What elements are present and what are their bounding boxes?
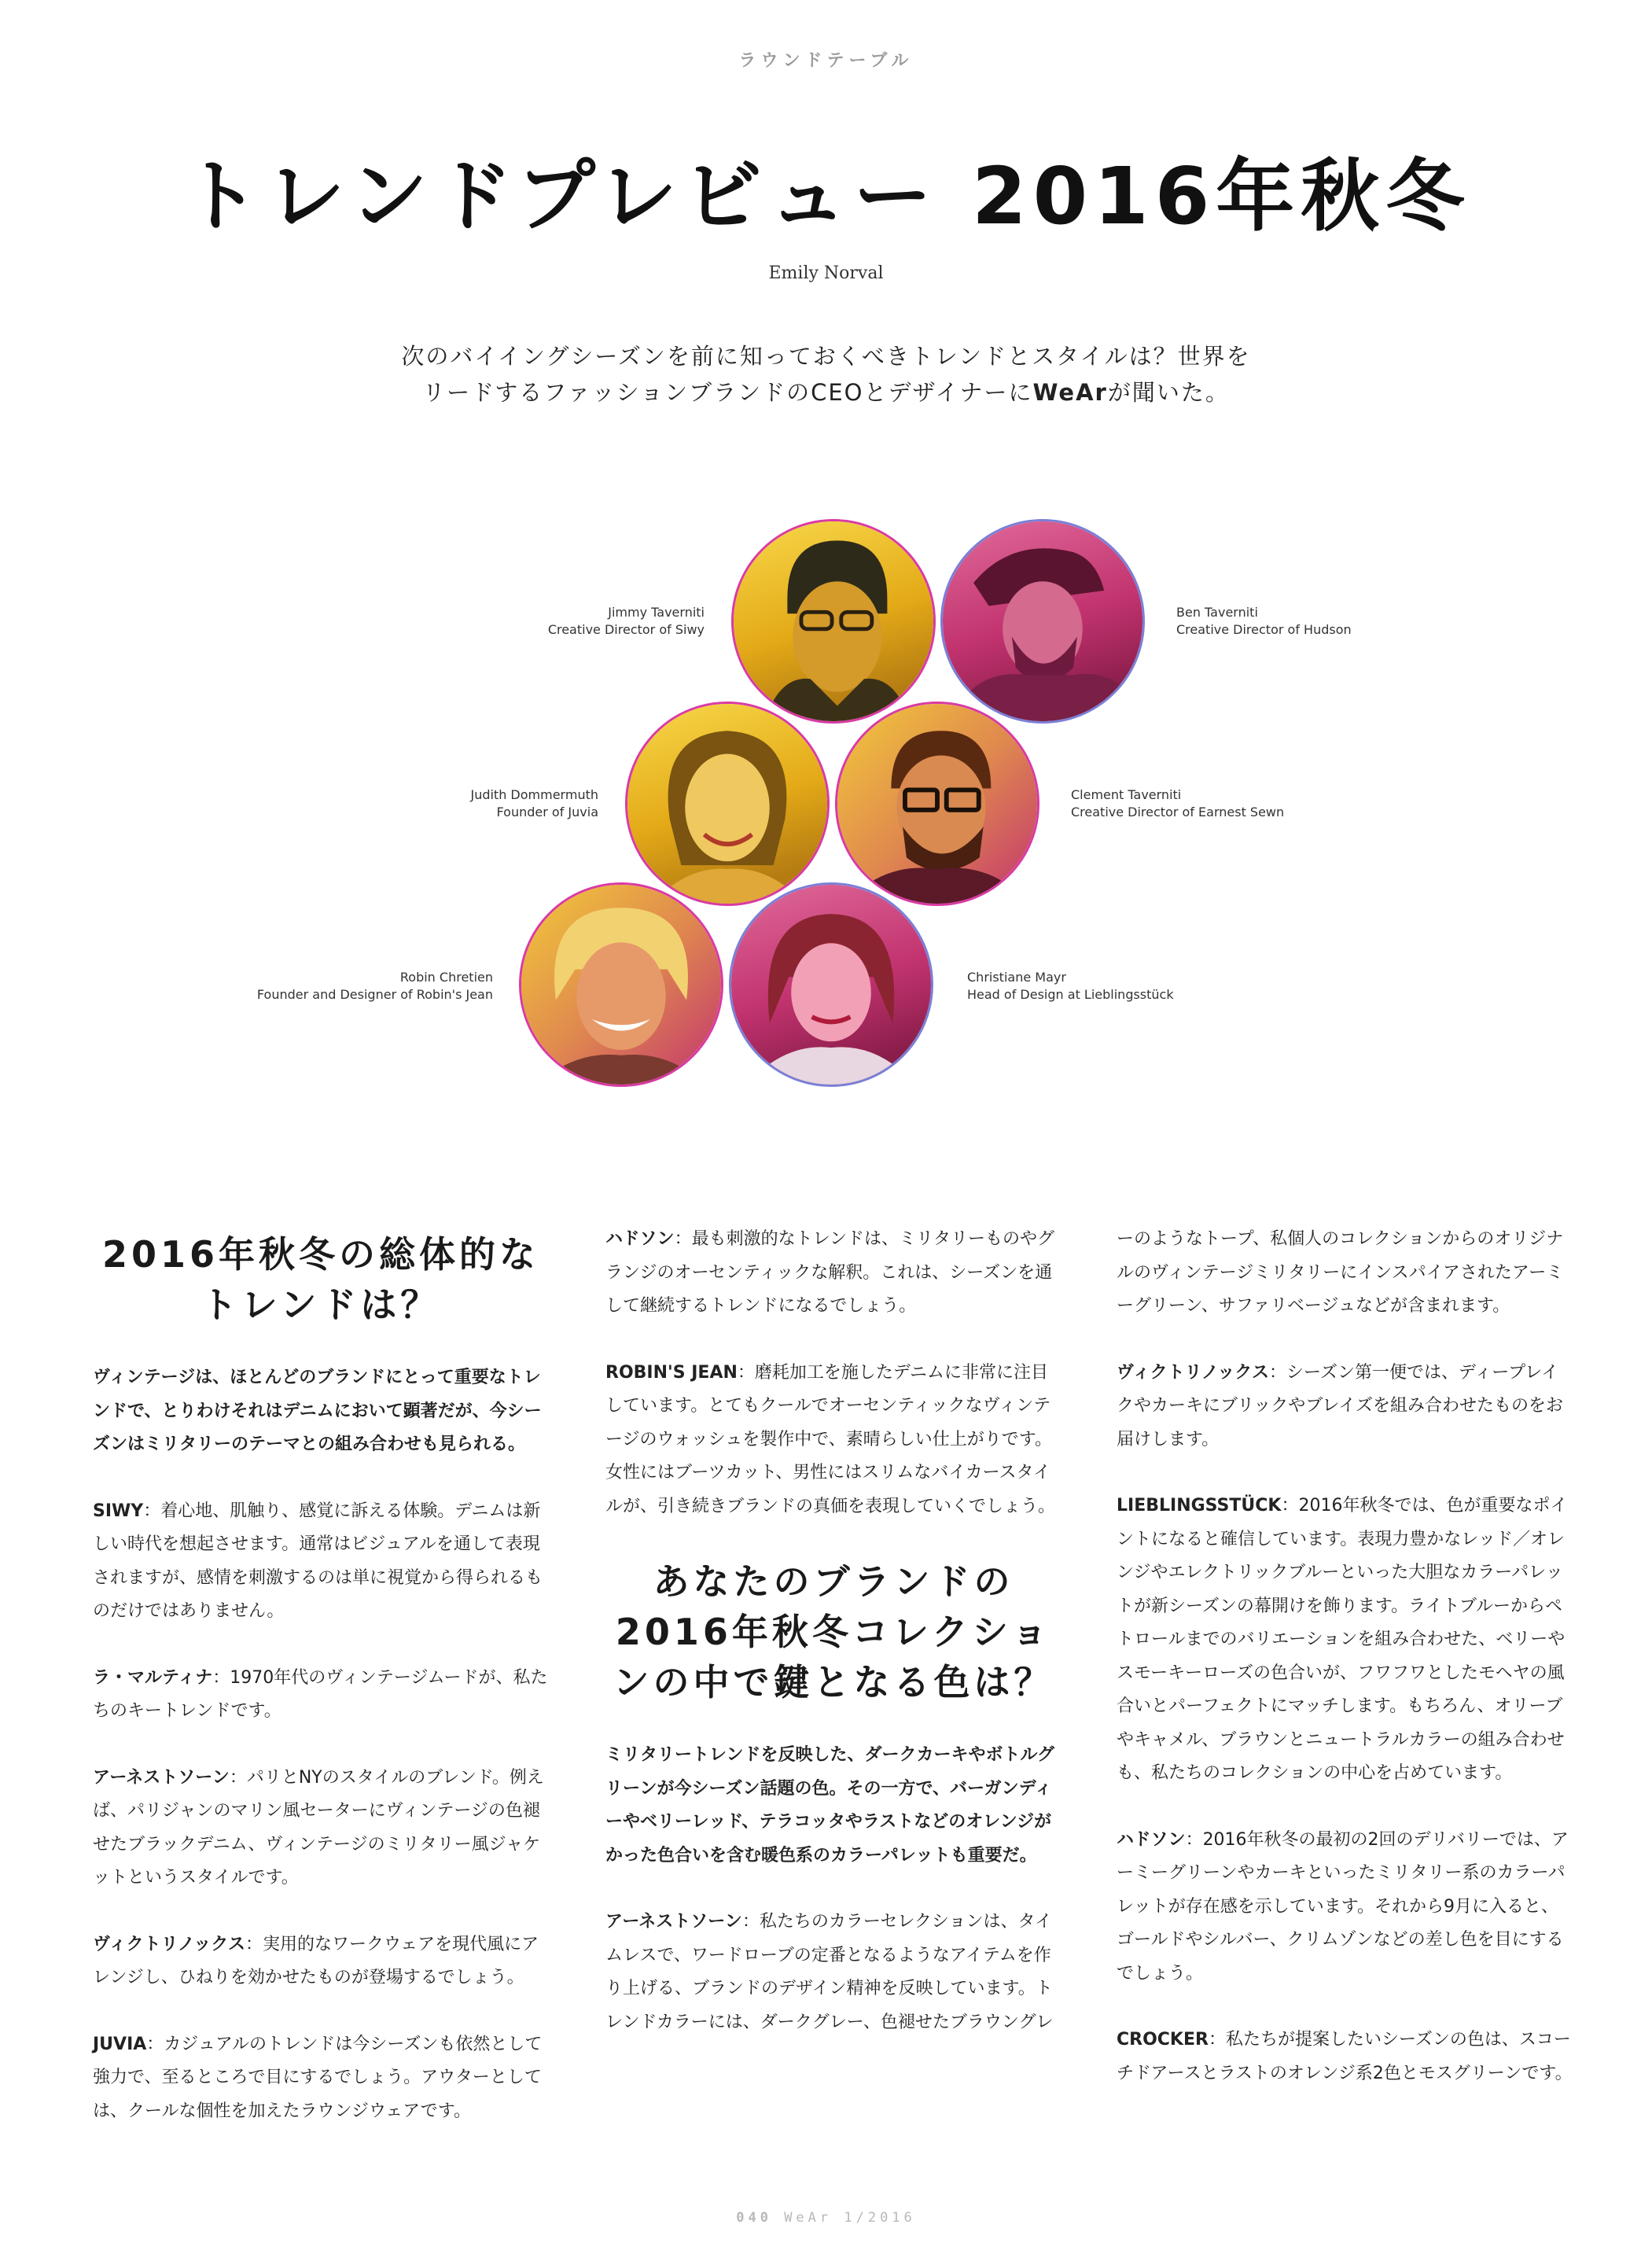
portrait-christiane-image	[731, 885, 931, 1085]
answer-hudson-color	[1117, 1824, 1573, 1991]
caption-role: Creative Director of Earnest Sewn	[1071, 805, 1285, 819]
caption-name: Christiane Mayr	[967, 970, 1066, 985]
answer-hudson	[605, 1223, 1061, 1324]
answer-text: ：パリとNYのスタイルのブレンド。例えば、パリジャンのマリン風セーターにヴィンテージの色褪せたブラックデニム、ヴィンテージのミリタリー風ジャケットというスタイルです。	[93, 1767, 544, 1888]
heading-line: 2016年秋冬コレクショ	[615, 1611, 1052, 1653]
lead-line-2	[0, 374, 1652, 411]
portrait-clement-image	[837, 704, 1037, 904]
column-1	[93, 1223, 549, 2161]
portrait-ben-taverniti	[940, 519, 1145, 724]
answer-earnest-sewn-color	[605, 1906, 1061, 2039]
answer-robins-jean	[605, 1357, 1061, 1524]
caption-robin	[257, 969, 493, 1004]
answer-text: ：1970年代のヴィンテージムードが、私たちのキートレンドです。	[93, 1667, 548, 1721]
caption-role: Founder and Designer of Robin's Jean	[256, 987, 493, 1002]
answer-text: ：実用的なワークウェアを現代風にアレンジし、ひねりを効かせたものが登場するでしょう。	[93, 1934, 539, 1987]
caption-role: Founder of Juvia	[496, 805, 598, 819]
caption-name: Clement Taverniti	[1071, 787, 1182, 802]
answer-juvia	[93, 2028, 549, 2129]
column-3	[1117, 1223, 1573, 2123]
lead-line-2-pre: リードするファッションブランドのCEOとデザイナーに	[422, 379, 1033, 406]
lead-line-1: 次のバイイングシーズンを前に知っておくべきトレンドとスタイルは？世界を	[401, 343, 1251, 370]
answer-earnest-sewn	[93, 1762, 549, 1895]
portrait-judith-image	[627, 704, 827, 904]
answer-victorinox	[93, 1928, 549, 1995]
caption-ben	[1176, 604, 1352, 639]
answer-text: ：着心地、肌触り、感覚に訴える体験。デニムは新しい時代を想起させます。通常はビジュアルを通して表現されますが、感情を刺激するのは単に視覚から得られるものだけではありません。	[93, 1501, 543, 1621]
answer-text: ：私たちのカラーセレクションは、タイムレスで、ワードローブの定番となるようなアイテムを作り上げる、ブランドのデザイン精神を反映しています。トレンドカラーには、ダークグレー、色褪せたブラウングレ	[605, 1912, 1054, 2032]
answer-text: ：磨耗加工を施したデニムに非常に注目しています。とてもクールでオーセンティックなヴィンテージのウォッシュを製作中で、素晴らしい仕上がりです。女性にはブーツカット、男性にはスリムなバイカースタイルが、引き続きブランドの真価を表現していくでしょう。	[605, 1362, 1056, 1516]
caption-jimmy	[548, 604, 705, 639]
portrait-jimmy-taverniti	[731, 519, 936, 724]
brand-keyword: SIWY	[93, 1501, 144, 1521]
brand-keyword: ヴィクトリノックス	[1117, 1362, 1270, 1383]
portrait-ben-image	[943, 521, 1142, 721]
page-title: トレンドプレビュー 2016年秋冬	[181, 150, 1471, 242]
answer-text: ：シーズン第一便では、ディープレイクやカーキにブリックやブレイズを組み合わせたものをお届けします。	[1117, 1362, 1564, 1449]
answer-crocker	[1117, 2024, 1573, 2090]
lead-brand: WeAr	[1032, 379, 1108, 406]
heading-key-colors	[605, 1556, 1061, 1707]
lead-paragraph	[0, 338, 1652, 411]
brand-keyword: アーネストソーン	[93, 1767, 230, 1788]
heading-line: ンの中で鍵となる色は？	[613, 1661, 1054, 1703]
heading-line: 2016年秋冬の総体的な	[101, 1233, 540, 1276]
portrait-judith-dommermuth	[625, 702, 830, 906]
caption-role: Creative Director of Hudson	[1176, 622, 1352, 637]
portrait-jimmy-image	[734, 521, 933, 721]
intro-paragraph: ミリタリートレンドを反映した、ダークカーキやボトルグリーンが今シーズン話題の色。その一方で、バーガンディーやベリーレッド、テラコッタやラストなどのオレンジがかった色合いを含む暖色系のカラーパレットも重要だ。	[605, 1745, 1055, 1865]
author-byline: Emily Norval	[768, 263, 884, 283]
caption-name: Ben Taverniti	[1176, 605, 1258, 620]
answer-la-martina	[93, 1662, 549, 1729]
lead-line-2-post: が聞いた。	[1107, 379, 1230, 406]
caption-judith	[470, 786, 598, 821]
caption-role: Creative Director of Siwy	[547, 622, 705, 637]
portrait-christiane-mayr	[729, 882, 933, 1087]
heading-overall-trends	[93, 1229, 549, 1330]
caption-clement	[1071, 786, 1284, 821]
answer-text: ：2016年秋冬の最初の2回のデリバリーでは、アーミーグリーンやカーキといったミリタリー系のカラーパレットが存在感を示しています。それから9月に入ると、ゴールドやシルバー、クリムゾンなどの差し色を目にするでしょう。	[1117, 1829, 1569, 1983]
intro-paragraph: ヴィンテージは、ほとんどのブランドにとって重要なトレンドで、とりわけそれはデニムにおいて顕著だが、今シーズンはミリタリーのテーマとの組み合わせも見られる。	[93, 1368, 542, 1454]
portrait-robin-image	[521, 885, 721, 1085]
answer-text: ：2016年秋冬では、色が重要なポイントになると確信しています。表現力豊かなレッド／オレンジやエレクトリックブルーといった大胆なカラーパレットが新シーズンの幕開けを飾ります。ライトブルーからペトロールまでのバリエーションを組み合わせた、ベリーやスモーキーローズの色合いが、フワフワとしたモヘヤの風合いとパーフェクトにマッチします。もちろん、オリーブやキャメル、ブラウンとニュートラルカラーの組み合わせも、私たちのコレクションの中心を占めています。	[1117, 1496, 1568, 1783]
caption-name: Judith Dommermuth	[470, 787, 598, 802]
answer-lieblingsstueck	[1117, 1490, 1573, 1791]
brand-keyword: JUVIA	[93, 2034, 147, 2054]
caption-name: Robin Chretien	[399, 970, 493, 985]
brand-keyword: ROBIN'S JEAN	[605, 1362, 738, 1383]
answer-text: ：最も刺激的なトレンドは、ミリタリーものやグランジのオーセンティックな解釈。これは、シーズンを通して継続するトレンドになるでしょう。	[605, 1229, 1055, 1316]
brand-keyword: LIEBLINGSSTÜCK	[1117, 1496, 1282, 1516]
brand-keyword: ハドソン	[605, 1229, 675, 1249]
brand-keyword: ラ・マルティナ	[93, 1667, 213, 1688]
brand-keyword: ハドソン	[1117, 1829, 1186, 1850]
answer-siwy	[93, 1495, 549, 1629]
page-footer	[0, 2210, 1652, 2226]
portrait-clement-taverniti	[835, 702, 1039, 906]
page-number: 040	[736, 2210, 772, 2226]
issue-label: WeAr 1/2016	[784, 2210, 916, 2226]
brand-keyword: CROCKER	[1117, 2030, 1209, 2050]
caption-name: Jimmy Taverniti	[608, 605, 705, 620]
answer-victorinox-color	[1117, 1357, 1573, 1457]
column-2	[605, 1223, 1061, 2072]
section-label: ラウンドテーブル	[738, 51, 914, 71]
brand-keyword: アーネストソーン	[605, 1912, 742, 1932]
answer-text: ：私たちが提案したいシーズンの色は、スコーチドアースとラストのオレンジ系2色とモスグリーンです。	[1117, 2030, 1573, 2083]
heading-line: あなたのブランドの	[653, 1560, 1014, 1603]
heading-line: トレンドは？	[201, 1284, 441, 1326]
brand-keyword: ヴィクトリノックス	[93, 1934, 246, 1954]
portrait-robin-chretien	[519, 882, 723, 1087]
continued-text: ーのようなトープ、私個人のコレクションからのオリジナルのヴィンテージミリタリーにインスパイアされたアーミーグリーン、サファリベージュなどが含まれます。	[1117, 1229, 1564, 1316]
caption-role: Head of Design at Lieblingsstück	[967, 987, 1174, 1002]
answer-text: ：カジュアルのトレンドは今シーズンも依然として強力で、至るところで目にするでしょう。アウターとしては、クールな個性を加えたラウンジウェアです。	[93, 2034, 543, 2121]
caption-christiane	[967, 969, 1174, 1004]
